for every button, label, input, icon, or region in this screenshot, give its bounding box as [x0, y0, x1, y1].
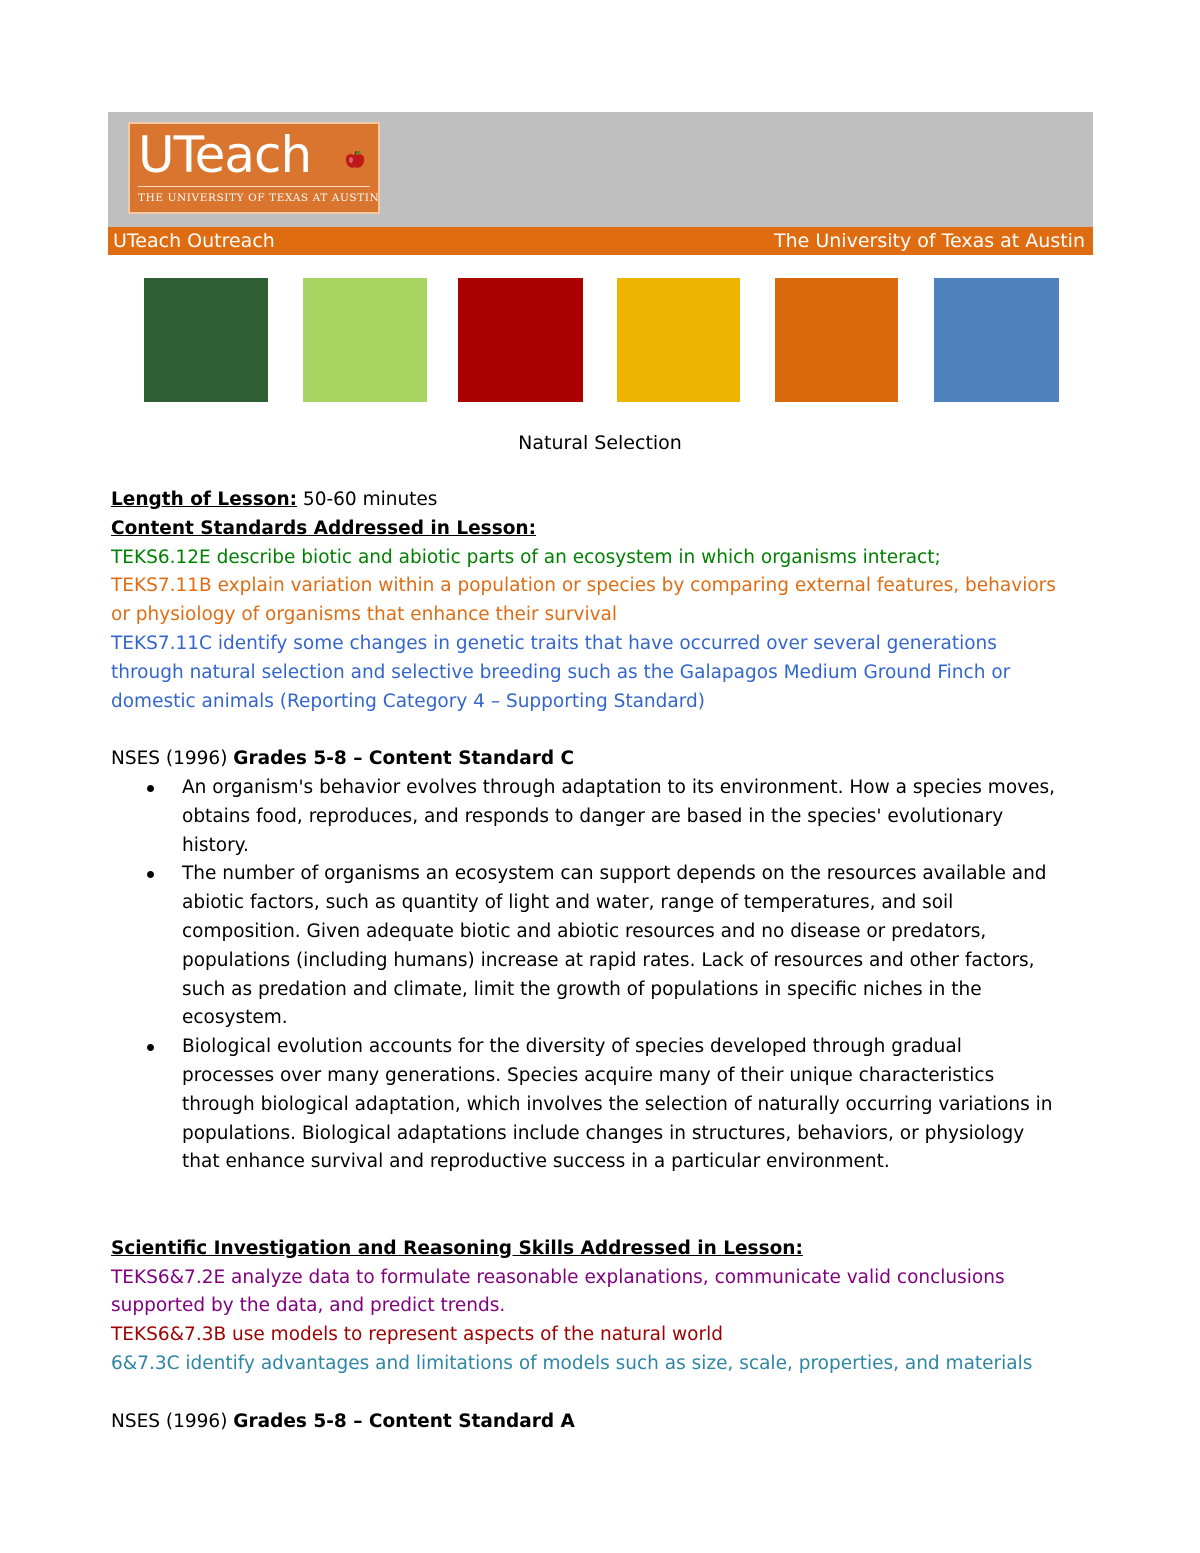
nses-a-prefix: NSES (1996) — [111, 1410, 234, 1432]
bullet-line: such as predation and climate, limit the growth of populations in specific niches in the — [182, 978, 982, 1000]
swatch-dark-green — [144, 278, 268, 402]
swatch-blue — [934, 278, 1059, 402]
bullet-line: history. — [182, 834, 249, 856]
bullet-line: populations. Biological adaptations include changes in structures, behaviors, or physiology — [182, 1122, 1025, 1144]
teks-7-11b-line-2: or physiology of organisms that enhance their survival — [111, 604, 618, 626]
nses-c-prefix: NSES (1996) — [111, 748, 234, 770]
swatch-yellow — [617, 278, 740, 402]
nses-c-bullet-1 — [111, 774, 1096, 860]
swatch-orange — [775, 278, 898, 402]
bullet-line: Biological evolution accounts for the diversity of species developed through gradual — [182, 1036, 962, 1058]
nses-c-heading — [111, 745, 1096, 774]
bullet-line: obtains food, reproduces, and responds to danger are based in the species' evolutionary — [182, 805, 1004, 827]
teks-6-7-2e-line-1: TEKS6&7.2E analyze data to formulate reasonable explanations, communicate valid conclusions — [111, 1266, 1005, 1288]
length-value: 50-60 minutes — [297, 489, 438, 510]
logo-wordmark: UTeach — [138, 126, 312, 184]
bullet-line: abiotic factors, such as quantity of light and water, range of temperatures, and soil — [182, 892, 954, 914]
logo-subtitle: THE UNIVERSITY OF TEXAS AT AUSTIN — [138, 192, 380, 204]
bullet-line: ecosystem. — [182, 1007, 288, 1029]
bullet-line: An organism's behavior evolves through adaptation to its environment. How a species moves, — [182, 776, 1055, 798]
teks-6-7-3b: TEKS6&7.3B use models to represent aspects of the natural world — [111, 1324, 723, 1346]
swatch-light-green — [303, 278, 427, 402]
nses-a-heading — [111, 1408, 1096, 1437]
bullet-line: composition. Given adequate biotic and abiotic resources and no disease or predators, — [182, 920, 987, 942]
logo-divider — [138, 186, 370, 187]
nses-c-bullet-2 — [111, 860, 1096, 1033]
content-standards-heading: Content Standards Addressed in Lesson: — [111, 517, 536, 539]
header-right-text: The University of Texas at Austin — [773, 230, 1085, 252]
teks-6-7-3c: 6&7.3C identify advantages and limitations of models such as size, scale, properties, and materials — [111, 1352, 1033, 1374]
bullet-line: processes over many generations. Species acquire many of their unique characteristics — [182, 1064, 995, 1086]
length-label: Length of Lesson: — [111, 489, 298, 510]
teks-7-11c-line-1: TEKS7.11C identify some changes in genetic traits that have occurred over several generations — [111, 632, 997, 654]
apple-icon — [344, 150, 366, 170]
nses-c-bold: Grades 5-8 – Content Standard C — [233, 748, 575, 770]
teks-7-11c-line-2: through natural selection and selective breeding such as the Galapagos Medium Ground Finch or — [111, 661, 1011, 683]
header-bar — [108, 227, 1093, 255]
sci-skills-heading: Scientific Investigation and Reasoning Skills Addressed in Lesson: — [111, 1237, 803, 1259]
teks-6-12e: TEKS6.12E describe biotic and abiotic parts of an ecosystem in which organisms interact; — [111, 546, 941, 568]
nses-a-bold: Grades 5-8 – Content Standard A — [233, 1410, 575, 1432]
lesson-title: Natural Selection — [518, 432, 682, 454]
bullet-line: through biological adaptation, which involves the selection of naturally occurring variations in — [182, 1093, 1053, 1115]
nses-c-bullet-3 — [111, 1033, 1096, 1177]
teks-7-11b-line-1: TEKS7.11B explain variation within a population or species by comparing external features, behaviors — [111, 575, 1056, 597]
bullet-line: that enhance survival and reproductive success in a particular environment. — [182, 1151, 890, 1173]
swatch-red — [458, 278, 583, 402]
bullet-line: populations (including humans) increase at rapid rates. Lack of resources and other factors, — [182, 949, 1035, 971]
lesson-content — [111, 486, 1096, 1436]
length-of-lesson — [111, 486, 1096, 515]
teks-6-7-2e-line-2: supported by the data, and predict trends. — [111, 1295, 506, 1317]
uteach-logo — [128, 122, 380, 214]
bullet-line: The number of organisms an ecosystem can support depends on the resources available and — [182, 863, 1047, 885]
header-left-text: UTeach Outreach — [113, 230, 275, 252]
teks-7-11c-line-3: domestic animals (Reporting Category 4 – Supporting Standard) — [111, 690, 705, 712]
nses-c-bullets — [111, 774, 1096, 1177]
